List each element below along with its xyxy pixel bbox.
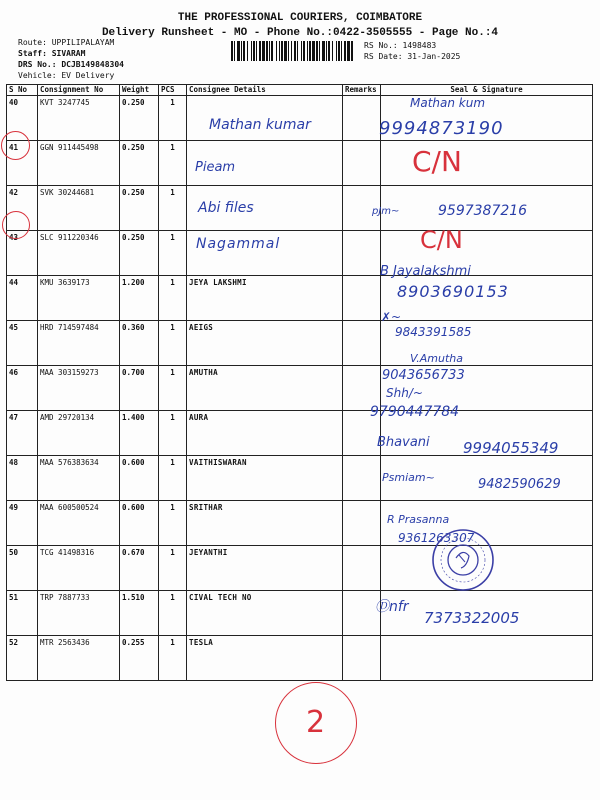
signature: Psmiam~ [382,471,435,484]
col-sno: S No [7,85,38,96]
cell-sno: 48 [7,456,38,501]
cn-mark: C/N [420,226,463,254]
handwritten-phone: 9994873190 [379,118,504,139]
cell-sno: 43 [7,231,38,276]
cell-consignee: JEYA LAKSHMI [187,276,343,321]
cell-sno: 50 [7,546,38,591]
rs-number: RS No.: 1498483 [364,41,437,50]
barcode-bar [269,41,270,61]
cell-consignee: SRITHAR [187,501,343,546]
barcode-bar [279,41,280,61]
barcode-bar [328,41,330,61]
barcode-bar [301,41,302,61]
cell-weight: 0.700 [120,366,159,411]
cell-pcs: 1 [159,591,187,636]
cell-consignment-no: GGN 911445498 [38,141,120,186]
barcode-bar [243,41,245,61]
barcode-bar [344,41,346,61]
barcode-bar [319,41,320,61]
cell-pcs: 1 [159,411,187,456]
cell-consignment-no: MTR 2563436 [38,636,120,681]
staff-label: Staff: SIVARAM [18,49,86,58]
rs-date: RS Date: 31-Jan-2025 [364,52,461,61]
barcode-bar [341,41,342,61]
cell-pcs: 1 [159,546,187,591]
cell-weight: 0.250 [120,186,159,231]
barcode-bar [316,41,318,61]
barcode-bar [276,41,277,61]
table-row [7,501,593,546]
cell-pcs: 1 [159,456,187,501]
barcode-bar [266,41,268,61]
cell-consignment-no: TRP 7887733 [38,591,120,636]
cell-consignee: AURA [187,411,343,456]
col-remarks: Remarks [343,85,381,96]
cell-remarks [343,321,381,366]
signature: Bhavani [377,435,430,450]
cell-sno: 47 [7,411,38,456]
cell-consignment-no: SLC 911220346 [38,231,120,276]
handwritten-phone: 9043656733 [382,368,465,383]
table-row [7,636,593,681]
signature: Ⓓnfr [375,599,409,615]
cell-weight: 1.400 [120,411,159,456]
barcode-bar [303,41,305,61]
barcode-bar [351,41,353,61]
barcode-bar [288,41,289,61]
handwritten-phone: 9790447784 [370,404,460,420]
table-row [7,141,593,186]
cell-pcs: 1 [159,231,187,276]
cell-consignee: AEIGS [187,321,343,366]
handwritten-phone: 8903690153 [397,282,509,301]
cell-signature [381,636,593,681]
barcode-bar [322,41,325,61]
signature: ✗~ [381,310,402,324]
cell-consignment-no: MAA 600500524 [38,501,120,546]
cell-sno: 49 [7,501,38,546]
barcode-bar [259,41,261,61]
cell-sno: 42 [7,186,38,231]
cell-consignment-no: HRD 714597484 [38,321,120,366]
cell-weight: 0.360 [120,321,159,366]
cell-pcs: 1 [159,276,187,321]
barcode-bar [332,41,333,61]
handwritten-phone: 9597387216 [438,203,528,219]
vehicle-label: Vehicle: EV Delivery [18,71,115,80]
barcode-bar [284,41,287,61]
barcode-bar [336,41,337,61]
barcode-bar [253,41,255,61]
company-title: THE PROFESSIONAL COURIERS, COIMBATORE [177,12,423,24]
cell-consignment-no: MAA 576383634 [38,456,120,501]
barcode-icon [231,41,354,61]
handwritten-phone: 7373322005 [424,609,520,627]
barcode-bar [326,41,327,61]
signature: Shh/~ [386,386,423,400]
col-signature: Seal & Signature [381,85,593,96]
barcode-bar [241,41,242,61]
cell-consignment-no: KMU 3639173 [38,276,120,321]
company-seal-stamp-icon [431,528,495,592]
handwritten-phone: 9361263307 [398,531,475,545]
barcode-bar [247,41,248,61]
barcode-bar [291,41,292,61]
handwritten-name: Nagammal [196,236,281,252]
cell-remarks [343,141,381,186]
signature: V.Amutha [410,352,463,365]
cell-consignment-no: KVT 3247745 [38,96,120,141]
handwritten-name: Pieam [195,160,236,175]
barcode-bar [338,41,340,61]
table-header-row [7,85,593,96]
cell-remarks [343,636,381,681]
cell-sno: 41 [7,141,38,186]
cell-weight: 0.250 [120,231,159,276]
cell-consignment-no: AMD 29720134 [38,411,120,456]
row-circle-mark [1,131,30,160]
barcode-bar [281,41,283,61]
barcode-bar [256,41,257,61]
col-weight: Weight [120,85,159,96]
cell-remarks [343,546,381,591]
table-row [7,366,593,411]
col-consignee: Consignee Details [187,85,343,96]
barcode-bar [307,41,308,61]
table-row [7,321,593,366]
cell-sno: 51 [7,591,38,636]
barcode-bar [234,41,235,61]
cell-weight: 0.670 [120,546,159,591]
barcode-bar [237,41,240,61]
cell-sno: 45 [7,321,38,366]
cell-remarks [343,96,381,141]
signature: B Jayalakshmi [380,264,471,279]
barcode-bar [312,41,315,61]
route-label: Route: UPPILIPALAYAM [18,38,115,47]
cell-pcs: 1 [159,636,187,681]
cell-pcs: 1 [159,321,187,366]
signature: pJm~ [372,206,400,217]
page-number-mark: 2 [306,705,326,740]
barcode-bar [294,41,296,61]
handwritten-phone: 9994055349 [463,439,559,457]
cell-weight: 0.255 [120,636,159,681]
handwritten-phone: 9843391585 [395,325,472,339]
cell-sno: 44 [7,276,38,321]
table-row [7,546,593,591]
cell-remarks [343,456,381,501]
cell-consignee: TESLA [187,636,343,681]
barcode-bar [271,41,273,61]
cn-mark: C/N [412,145,462,178]
barcode-bar [347,41,350,61]
drs-label: DRS No.: DCJB149848304 [18,60,124,69]
signature: R Prasanna [387,513,450,526]
col-consignment: Consignment No [38,85,120,96]
barcode-bar [309,41,311,61]
cell-consignee: AMUTHA [187,366,343,411]
cell-remarks [343,501,381,546]
cell-pcs: 1 [159,96,187,141]
cell-pcs: 1 [159,186,187,231]
cell-consignee: VAITHISWARAN [187,456,343,501]
row-circle-mark [2,211,30,239]
cell-remarks [343,276,381,321]
cell-pcs: 1 [159,501,187,546]
cell-sno: 40 [7,96,38,141]
col-pcs: PCS [159,85,187,96]
cell-consignment-no: MAA 303159273 [38,366,120,411]
cell-consignee: CIVAL TECH NO [187,591,343,636]
cell-weight: 0.600 [120,501,159,546]
cell-consignment-no: TCG 41498316 [38,546,120,591]
cell-consignee: JEYANTHI [187,546,343,591]
cell-pcs: 1 [159,141,187,186]
runsheet-subtitle: Delivery Runsheet - MO - Phone No.:0422-3505555 - Page No.:4 [101,27,499,39]
cell-weight: 1.200 [120,276,159,321]
barcode-bar [231,41,233,61]
cell-remarks [343,231,381,276]
cell-weight: 0.250 [120,141,159,186]
table-row [7,231,593,276]
barcode-bar [251,41,252,61]
signature: Mathan kum [410,96,486,110]
runsheet-table [6,84,593,681]
cell-sno: 46 [7,366,38,411]
cell-weight: 1.510 [120,591,159,636]
cell-consignment-no: SVK 30244681 [38,186,120,231]
barcode-bar [262,41,265,61]
cell-weight: 0.600 [120,456,159,501]
cell-sno: 52 [7,636,38,681]
handwritten-name: Mathan kumar [209,117,311,133]
handwritten-name: Abi files [198,200,254,216]
barcode-bar [297,41,298,61]
handwritten-phone: 9482590629 [478,477,561,492]
cell-weight: 0.250 [120,96,159,141]
cell-pcs: 1 [159,366,187,411]
